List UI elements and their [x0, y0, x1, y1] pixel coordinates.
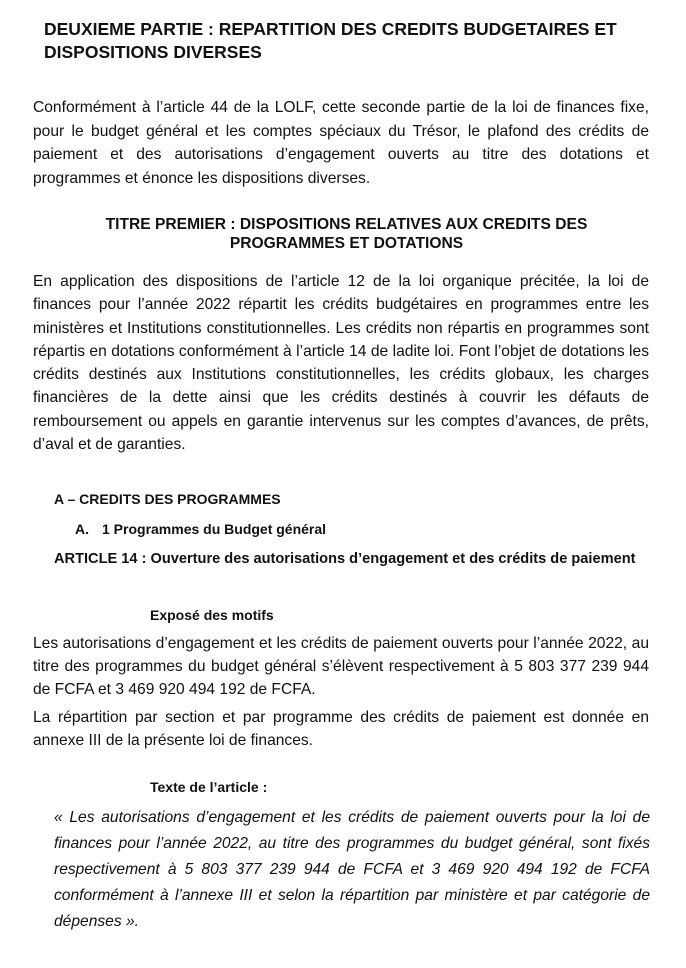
section-a1-number: A.: [75, 521, 89, 537]
title-first-heading: TITRE PREMIER : DISPOSITIONS RELATIVES AUX CREDITS DES PROGRAMMES ET DOTATIONS: [105, 216, 588, 252]
intro-paragraph: Conformément à l’article 44 de la LOLF, cette seconde partie de la loi de finances fixe, pour le budget général et les comptes spéciaux du Trésor, le plafond des crédits de paiement et des autorisations d’engagement ouverts au titre des dotations et programmes et énonce les dispositions diverses.: [33, 99, 649, 187]
application-paragraph: En application des dispositions de l’article 12 de la loi organique précitée, la loi de finances pour l’année 2022 répartit les crédits budgétaires en programmes entre les ministères et Institutions constitutionnelles. Les crédits non répartis en programmes sont répartis en dotations conformément à l’article 14 de ladite loi. Font l’objet de dotations les crédits destinés aux Institutions constitutionnelles, les crédits globaux, les charges financières de la dette ainsi que les crédits destinés à couvrir les défauts de remboursement ou appels en garantie intervenus sur les comptes d’avances, de prêts, d’aval et de garanties.: [33, 273, 649, 454]
section-a1-heading: [75, 520, 326, 538]
section-a-heading: A – CREDITS DES PROGRAMMES: [54, 491, 281, 507]
article-heading: ARTICLE 14 : Ouverture des autorisations d’engagement et des crédits de paiement: [54, 551, 636, 567]
article-text-heading: Texte de l’article :: [150, 779, 268, 795]
expose-paragraph-1: Les autorisations d’engagement et les crédits de paiement ouverts pour l’année 2022, au titre des programmes du budget général s’élèvent respectivement à 5 803 377 239 944 de FCFA et 3 469 920 494 192 de FCFA.: [33, 635, 649, 698]
expose-paragraph-2: La répartition par section et par programme des crédits de paiement est donnée en annexe III de la présente loi de finances.: [33, 709, 649, 749]
article-text: « Les autorisations d’engagement et les crédits de paiement ouverts pour la loi de finances pour l’année 2022, au titre des programmes du budget général, sont fixés respectivement à 5 803 377 239 944 de FCFA et 3 469 920 494 192 de FCFA conformément à l’annexe III et selon la répartition par ministère et par catégorie de dépenses ».: [54, 809, 650, 930]
section-a1-label: 1 Programmes du Budget général: [102, 521, 327, 537]
expose-heading: Exposé des motifs: [150, 607, 274, 623]
part-title: DEUXIEME PARTIE : REPARTITION DES CREDITS BUDGETAIRES ET DISPOSITIONS DIVERSES: [44, 19, 617, 62]
